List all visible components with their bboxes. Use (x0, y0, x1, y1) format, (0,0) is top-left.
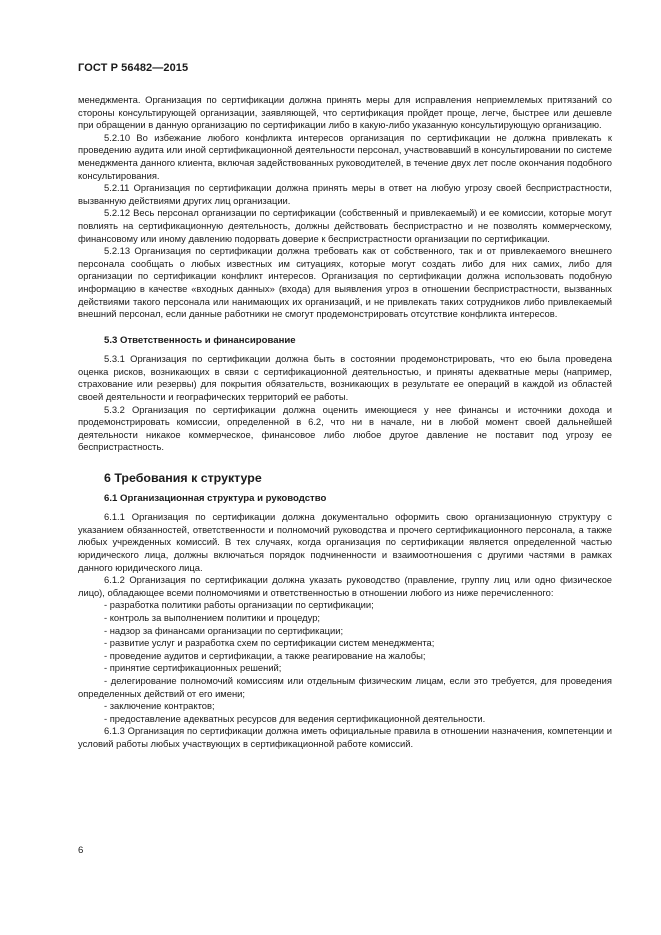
paragraph-6-1-2: 6.1.2 Организация по сертификации должна указать руководство (правление, группу лиц или одно физическое лицо), обладающее всеми полномочиями и ответственностью в отношении любого из ниже перечисленного: (78, 574, 612, 598)
list-item: - принятие сертификационных решений; (104, 662, 282, 674)
list-item: - делегирование полномочий комиссиям или отдельным физическим лицам, если это требуется, для проведения определенных действий от его имени; (78, 674, 612, 699)
paragraph-continuation: менеджмента. Организация по сертификации должна принять меры для исправления неприемлемых притязаний со стороны консультирующей организации, заявляющей, что сертификация пройдет проще, легче, быстрее или дешевле при обращении в данную организацию по сертификации либо в какую-либо указанную консультирующую организацию. (78, 94, 612, 131)
list-item: - предоставление адекватных ресурсов для ведения сертификационной деятельности. (104, 712, 486, 724)
list-item: - надзор за финансами организации по сертификации; (104, 624, 344, 636)
paragraph-6-1-3: 6.1.3 Организация по сертификации должна иметь официальные правила в отношении назначения, компетенции и условий работы любых участвующих в сертификационной работе комиссий. (78, 725, 612, 749)
page-content (78, 94, 612, 751)
paragraph-5-3-1: 5.3.1 Организация по сертификации должна быть в состоянии продемонстрировать, что ею была проведена оценка рисков, возникающих в связи с сертификационной деятельностью, и приняты адекватные меры (например, страхование или резервы) для покрытия обязательств, возникающих в результате ее операций в каждой из областей своей деятельности и географических территорий ее работы. (78, 353, 612, 403)
paragraph-5-2-10: 5.2.10 Во избежание любого конфликта интересов организация по сертификации не должна привлекать к проведению аудита или иной сертификационной деятельности персонал, участвовавший в консультировании по системе менеджмента данного клиента, включая задействованных руководителей, в течение двух лет после окончания подобного консультирования. (78, 131, 612, 181)
paragraph-5-2-13: 5.2.13 Организация по сертификации должна требовать как от собственного, так и от привлекаемого внешнего персонала сообщать о любых известных им ситуациях, которые могут создать либо для них самих, либо для организации по сертификации конфликт интересов. Организация по сертификации должна использовать подобную информацию в качестве «входных данных» (входа) для выявления угроз в отношении беспристрастности, вызванных действиями такого персонала или нанимающих их организаций, и не привлекать таких сотрудников либо привлекаемый внешний персонал, если данные работники не смогут продемонстрировать отсутствие конфликта интересов. (78, 245, 612, 320)
page-number: 6 (78, 845, 84, 856)
paragraph-5-2-11: 5.2.11 Организация по сертификации должна принять меры в ответ на любую угрозу своей беспристрастности, вызванную действиями других лиц организации. (78, 182, 612, 206)
paragraph-6-1-1: 6.1.1 Организация по сертификации должна документально оформить свою организационную структуру с указанием обязанностей, ответственности и полномочий руководства и прочего сертификационного персонала, а также любых учрежденных комиссий. В тех случаях, когда организация по сертификации является определенной частью юридического лица, должны включаться порядок подчиненности и взаимоотношения с другими частями в рамках данного юридического лица. (78, 511, 612, 573)
list-item: - разработка политики работы организации по сертификации; (104, 599, 374, 611)
document-id-header: ГОСТ Р 56482—2015 (78, 62, 189, 74)
section-5-3-heading: 5.3 Ответственность и финансирование (104, 334, 296, 346)
section-6-heading: 6 Требования к структуре (104, 471, 262, 486)
list-item: - развитие услуг и разработка схем по сертификации систем менеджмента; (104, 637, 435, 649)
responsibilities-list (78, 599, 612, 725)
paragraph-5-2-12: 5.2.12 Весь персонал организации по сертификации (собственный и привлекаемый) и ее комиссии, которые могут повлиять на сертификационную деятельность, должны действовать беспристрастно и не позволять коммерческому, финансовому или иному давлению подорвать доверие к беспристрастности организации по сертификации. (78, 207, 612, 244)
section-6-1-heading: 6.1 Организационная структура и руководство (104, 492, 327, 504)
paragraph-5-3-2: 5.3.2 Организация по сертификации должна оценить имеющиеся у нее финансы и источники дохода и продемонстрировать комиссии, определенной в 6.2, что ни в начале, ни в любой момент своей дальнейшей деятельности никакое коммерческое, финансовое либо любое другое давление не поставит под угрозу ее беспристрастность. (78, 403, 612, 453)
list-item: - проведение аудитов и сертификации, а также реагирование на жалобы; (104, 649, 426, 661)
list-item: - заключение контрактов; (104, 700, 215, 712)
list-item: - контроль за выполнением политики и процедур; (104, 611, 321, 623)
